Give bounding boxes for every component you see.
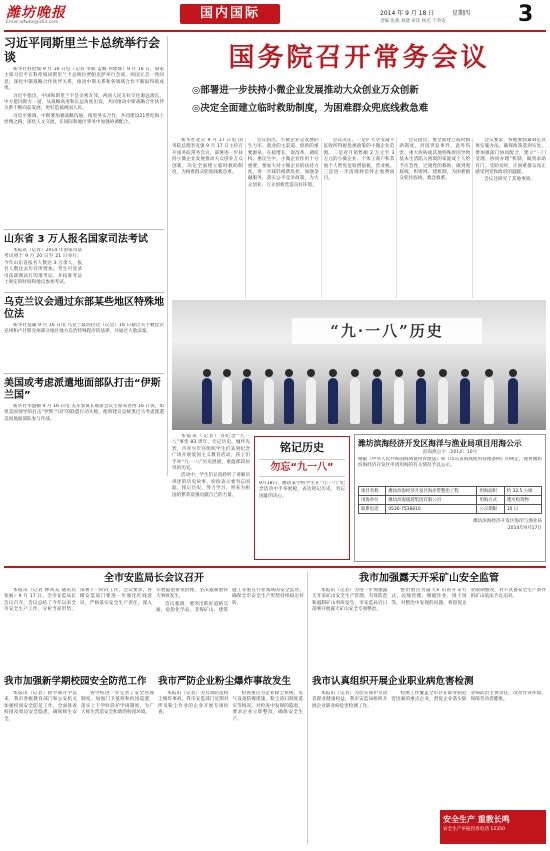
- table-cell: 0536-7538810: [386, 505, 477, 514]
- article-title: 我市加强新学期校园安全防范工作: [4, 676, 147, 687]
- issue-date: 2014 年 9 月 18 日: [380, 10, 435, 17]
- ad-line-2: 安全生产举报投诉电话 12350: [443, 827, 506, 832]
- main-headline: 国务院召开常务会议: [228, 43, 490, 73]
- table-cell: 潍坊滨海经济开发区海岸带整治工程: [386, 487, 477, 496]
- table-cell: 项目名称: [359, 487, 386, 496]
- paragraph: 本报讯（记者）新学期开学以来，我市各级教育部门和公安机关加强校园安全防范工作，全面排查校园及周边安全隐患，确保师生安全。: [4, 691, 77, 722]
- left-column: [4, 36, 164, 476]
- column-rule: [167, 36, 168, 476]
- article-ukraine: [4, 297, 164, 369]
- student-figure: [202, 378, 212, 424]
- paragraph: 会议还研究了其他事项。: [484, 177, 535, 183]
- paragraph: 本报讯（记者）为进一步加强露天开采矿山安全生产管理，有效防范和遏制矿山事故发生，市安监局近日部署开展露天矿山安全专项整治。: [312, 588, 388, 613]
- article-title: 全市安监局长会议召开: [104, 573, 204, 584]
- student-figure: [508, 378, 518, 424]
- main-subheadline-2: ◎决定全面建立临时救助制度，为困难群众兜底线救急难: [192, 103, 429, 114]
- section-title: 国内国际: [199, 6, 260, 21]
- paragraph: 习近平强调，中斯要加强战略沟通，推进务实合作，共同建设21世纪海上丝绸之路，深化人文交流，在国际和地区事务中加强协调配合。: [4, 113, 164, 126]
- article-us-isis: [4, 378, 164, 460]
- paragraph: 会议决定，一是扩大享受减半征收所得税优惠政策的小微企业范围。二是对月销售额 2 万元至 3 万元的小微企业、个体工商户和其他个人暂免征收增值税、营业税。三是进一步清理规范涉企收费项目。: [323, 138, 395, 182]
- article-title: 我市认真组织开展企业职业病危害检测: [312, 676, 474, 687]
- paragraph: 新华社科伦坡 9 月 16 日电（记者 李斌 孟娜 何建辉）9 月 16 日，国家主席习近平在科伦坡同斯里兰卡总统拉贾帕克萨举行会谈。两国元首一致同意，深化中斯战略合作伙伴关系，推动中斯关系和各领域合作不断取得新成果。: [4, 67, 164, 92]
- article-title: 美国或考虑派遣地面部队打击“伊斯兰国”: [4, 378, 161, 401]
- memo-box: [254, 436, 350, 560]
- paragraph: 整治重点为露天矿山的开采方式、边坡管理、爆破作业、排土场等。对整治中发现的问题，将督促企业限期整改，对不具备安全生产条件的矿山依法予以关闭。: [391, 588, 546, 606]
- divider: [4, 292, 164, 293]
- masthead-rule: [4, 30, 546, 32]
- paragraph: 会议指出，要全面建立临时救助制度，对因突发事件、意外伤害、重大疾病或其他特殊原因导致基本生活陷入困境的家庭或个人给予应急性、过渡性的救助，做到兜底线、织密网、建机制，为困难群众兜住底线、救急救难。: [399, 138, 471, 182]
- paragraph: 本报讯（记者）为切实保护劳动者职业健康权益，我市安监局组织开展企业职业病危害检测工作。: [312, 691, 388, 709]
- ad-line-1: 安全生产 重教长鸣: [443, 815, 510, 824]
- student-figure: [306, 378, 316, 424]
- notice-date: 2014年9月17日: [507, 526, 542, 531]
- photo-board-text: “九·一八”历史: [330, 322, 444, 340]
- paper-email: Email:wfwbs@163.com: [6, 20, 59, 25]
- paragraph: 习近平指出，中国和斯里兰卡是亲密友邻，两国人民友好交往源远流长。中方愿同斯方一道，从战略高度和长远角度出发，共同推动中斯战略合作伙伴关系不断向前发展，更好造福两国人民。: [4, 93, 164, 112]
- article-xi-srilanka: [4, 36, 164, 225]
- paragraph: 新华社华盛顿 9 月 16 日电 美军参谋长联席会议主席邓普西 16 日说，如果美国领导的打击“伊斯兰国”的联盟行动失败，他将建议总统奥巴马考虑派遣美国地面部队参与作战。: [4, 404, 164, 422]
- safety-ad-box: [440, 810, 546, 844]
- paragraph: 会议指出，小微企业是发展的生力军、就业的主渠道、创新的重要源泉。在稳增长、促改革、调结构、惠民生中，小微企业作用十分重要。要加大对小微企业的扶持力度，进一步减轻税费负担，加强金融服务，落实公平竞争政策，为大众创业、万众创新营造良好环境。: [247, 138, 319, 188]
- notice-body: 根据《中华人民共和国海域使用管理法》和《山东省海域使用管理条例》的规定，现将潍坊滨海经济开发区申请用海的有关情况予以公示。: [358, 457, 542, 469]
- main-subheadline-1: ◎部署进一步扶持小微企业发展推动大众创业万众创新: [192, 85, 419, 96]
- issue-weekday: 星期四: [452, 10, 471, 17]
- student-figure: [460, 378, 470, 424]
- article-open-pit-mine: [312, 572, 546, 672]
- table-cell: 用海方式: [477, 496, 504, 505]
- student-figure: [416, 378, 426, 424]
- table-cell: 10 日: [504, 505, 541, 514]
- news-photo: [172, 300, 546, 430]
- table-cell: 联系电话: [359, 505, 386, 514]
- paragraph: 活动中，学生们认真聆听了讲解员讲述的历史故事，纷纷表示要勿忘国耻、铭记历史，努力学习，将来为祖国的繁荣富强贡献自己的力量。: [172, 473, 250, 498]
- article-safety-meeting: [4, 572, 304, 672]
- student-figure: [264, 378, 274, 424]
- student-figure: [394, 378, 404, 424]
- table-row: [359, 487, 542, 496]
- paragraph: 本报讯（记者 林凤美 通讯员 张丽）9 月 17 日，全市安监局长会议召开。会议总结了今年以来全市安全生产工作，分析当前形势，部署下一阶段工作。会议要求，各级安监部门要进一步强化红线意识，严格落实安全生产责任，深入开展隐患排查治理，坚决遏制重特大事故发生。: [4, 588, 228, 613]
- paragraph: 本报讯（记者）为纪念“九一八”事变 83 周年，牢记历史、缅怀先烈，市青少年宫组织学生们来到纪念广场开展爱国主义教育活动，孩子们手举“九·一八”历史展板，重温那段屈辱的历史。: [172, 434, 250, 472]
- article-title: 乌克兰议会通过东部某些地区特殊地位法: [4, 297, 164, 320]
- student-figure: [350, 378, 360, 424]
- main-article-body: [172, 138, 546, 298]
- table-cell: 约 32.5 公顷: [504, 487, 541, 496]
- student-figure: [328, 378, 338, 424]
- paragraph: 新华社基辅 9 月 16 日电 乌克兰最高拉达（议会）16 日通过关于顿涅茨克州和卢甘斯克州部分地区地方自治特殊程序的法律，并通过大赦法案。: [4, 323, 164, 335]
- paragraph: 检测工作覆盖全市存在职业病危害因素的重点企业，督促企业落实职业病防治主体责任，改善作业环境，保障劳动者健康。: [391, 691, 546, 703]
- memo-subtitle: 勿忘“九一八”: [259, 459, 345, 477]
- table-cell: 用海面积: [477, 487, 504, 496]
- memo-title: 铭记历史: [280, 441, 324, 454]
- table-cell: 公示期限: [477, 505, 504, 514]
- article-title: 我市严防企业粉尘爆炸事故发生: [158, 676, 292, 687]
- student-figure: [242, 378, 252, 424]
- student-figure: [372, 378, 382, 424]
- paragraph: 本报讯（记者）为有效防范粉尘爆炸事故，我市安监部门近期对涉及粉尘作业的企业开展专项检查。: [158, 691, 229, 716]
- article-title: 习近平同斯里兰卡总统举行会谈: [4, 36, 161, 64]
- table-cell: 用海单位: [359, 496, 386, 505]
- photo-story-text: [172, 434, 250, 564]
- paragraph: 会议强调，要突出抓好道路交通、危险化学品、非煤矿山、建筑施工等重点行业领域的安全监管，确保全市安全生产形势持续稳定好转。: [156, 588, 304, 614]
- student-figure: [438, 378, 448, 424]
- notice-footer: [358, 518, 542, 532]
- table-cell: 透水构筑物: [504, 496, 541, 505]
- main-headline-block: [172, 38, 546, 134]
- masthead: [0, 0, 550, 30]
- public-notice: [354, 434, 546, 562]
- notice-issuer: 潍坊滨海经济开发区海洋与渔业局: [473, 519, 542, 524]
- paper-name: 潍坊晚报: [6, 5, 66, 21]
- article-law-exam: [4, 234, 164, 288]
- photo-caption-board: [292, 318, 482, 344]
- divider: [4, 229, 164, 230]
- memo-body: 9月18日，潍坊某学校学生在“九·一八”纪念活动中手举展板，表达铭记历史、勿忘国耻的决心。: [259, 481, 345, 499]
- editors-line: 责编 张燕 刘建 审读 杨光 于英姿: [380, 19, 446, 24]
- article-occupational-disease: [312, 676, 546, 806]
- notice-title: 潍坊滨海经济开发区海洋与渔业局项目用海公示: [358, 439, 522, 448]
- divider: [4, 373, 164, 374]
- table-row: [359, 505, 542, 514]
- table-row: [359, 496, 542, 505]
- paragraph: 检查重点为企业除尘系统、电气设备防爆措施、粉尘清扫制度落实等情况。对检查中发现的隐患，要求企业立即整改，确保安全生产。: [232, 691, 303, 722]
- notice-subline: 滨海渔公字〔2014〕10号: [422, 450, 478, 455]
- paragraph: 会议要求，各地要抓紧制定具体实施办法，确保政策落到实处。要加强部门协同配合，建立“一门受理、协同办理”机制，做到求助有门、受助及时，让困难群众真正感受到党和政府的温暖。: [475, 138, 546, 176]
- student-figure: [284, 378, 294, 424]
- section-banner: [180, 4, 280, 24]
- paragraph: 各学校进一步完善了安全管理制度，加强门卫值班和校园巡逻，落实上下学时段护学岗制度，为广大师生营造安全和谐的校园环境。: [81, 691, 154, 716]
- page-number: 3: [518, 2, 534, 27]
- student-figure: [222, 378, 232, 424]
- paragraph: 新华社北京 9 月 17 日电 国务院总理李克强 9 月 17 日主持召开国务院常务会议，部署进一步扶持小微企业发展推动大众创业万众创新，决定全面建立临时救助制度，为困难群众兜底线救急难。: [172, 138, 243, 176]
- notice-table: [358, 486, 542, 514]
- paragraph: 本报讯（记者）2014 年国家司法考试将于 9 月 20 日至 21 日举行。今年山东省报名人数达 3 万余人，报名人数比去年有所增加。考生可登录司法部网站打印准考证，并按准考证上规定的时间和地点参加考试。: [4, 248, 82, 286]
- table-cell: 潍坊滨海旅游集团有限公司: [386, 496, 477, 505]
- student-figure: [484, 378, 494, 424]
- article-title: 我市加强露天开采矿山安全监管: [359, 573, 499, 584]
- column-rule: [307, 572, 308, 844]
- article-campus-safety: [4, 676, 154, 844]
- article-title: 山东省 3 万人报名国家司法考试: [4, 234, 148, 245]
- article-dust-explosion: [158, 676, 303, 844]
- bottom-section-rule: [4, 566, 546, 568]
